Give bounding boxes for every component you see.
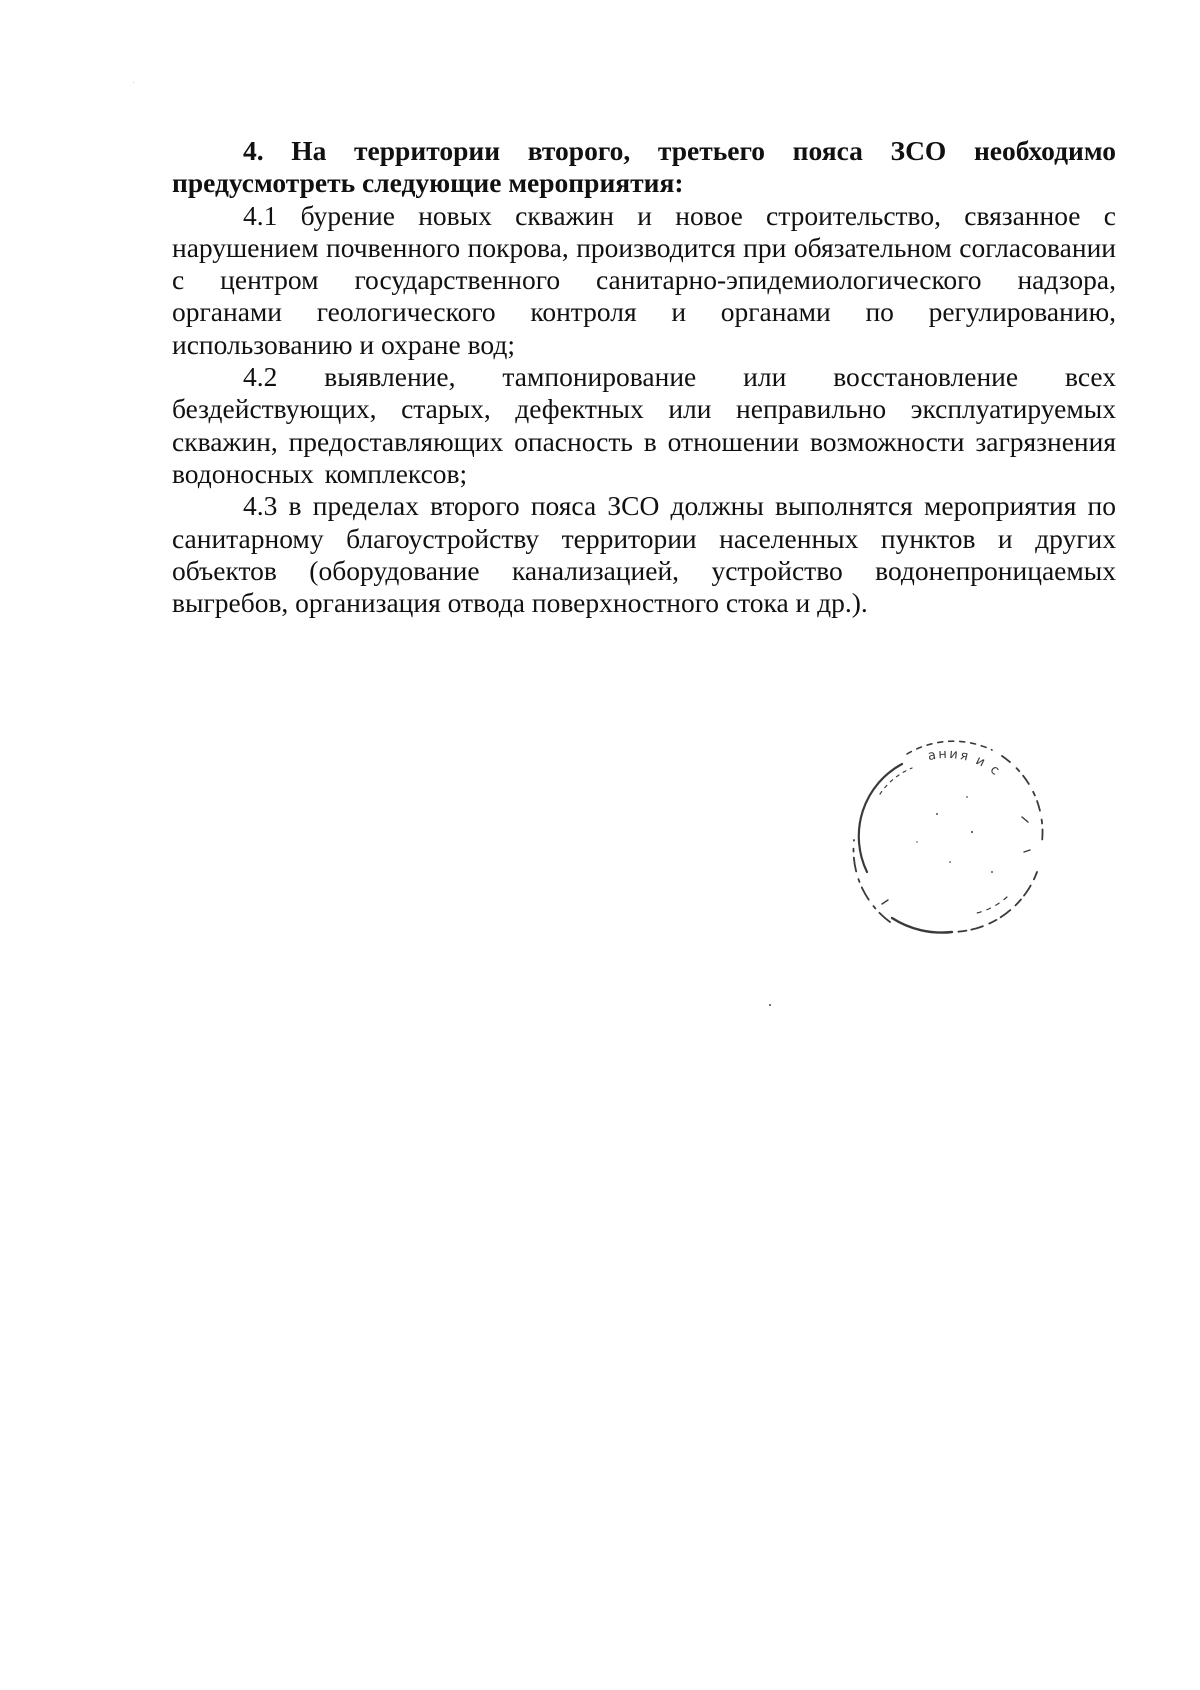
- list-item-4-1: 4.1 бурение новых скважин и новое строительство, связанное с нарушением почвенного покрова, производится при обязательном согласовании с центром государственного санитарно-эпидемиологического надзора, органами геологического контроля и органами по регулированию, использованию и охране вод;: [172, 199, 1116, 360]
- stamp-text-fragment: ания и с: [926, 746, 1004, 780]
- svg-text:ания и с: [927, 747, 1004, 780]
- document-body: [172, 135, 1116, 619]
- section-heading: 4. На территории второго, третьего пояса ЗСО необходимо предусмотреть следующие мероприятия:: [172, 135, 1116, 199]
- list-item-4-2: 4.2 выявление, тампонирование или восстановление всех бездействующих, старых, дефектных или неправильно эксплуатируемых скважин, предоставляющих опасность в отношении возможности загрязнения водоносных комплексов;: [172, 361, 1117, 489]
- official-stamp-seal: [832, 722, 1062, 952]
- scan-speck: [133, 82, 134, 83]
- scan-speck: [769, 1004, 771, 1006]
- list-item-4-3: 4.3 в пределах второго пояса ЗСО должны выполнятся мероприятия по санитарному благоустройству территории населенных пунктов и других объектов (оборудование канализацией, устройство водонепроницаемых выгребов, организация отвода поверхностного стока и др.).: [172, 490, 1116, 619]
